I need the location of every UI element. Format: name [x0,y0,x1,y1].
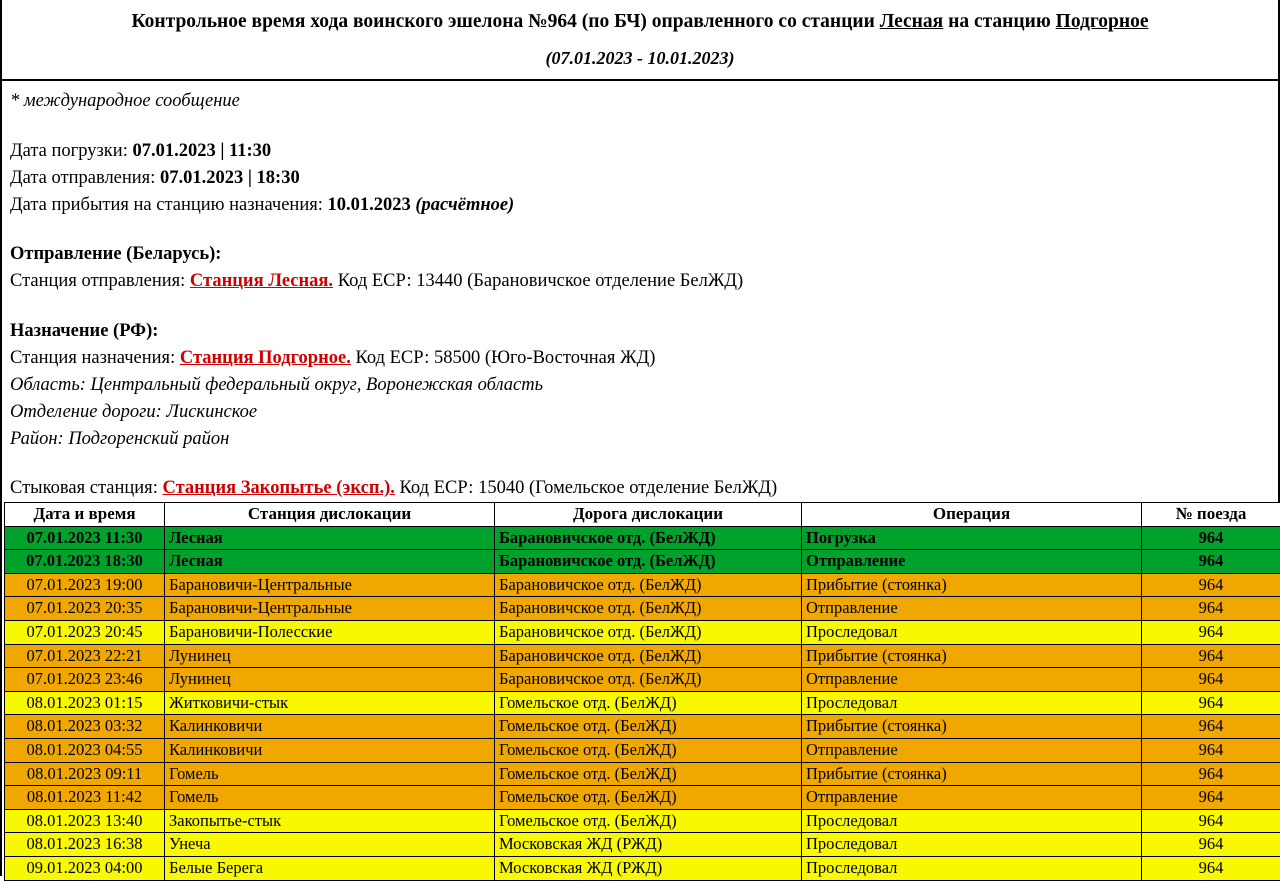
loading-date-value: 07.01.2023 | 11:30 [132,141,271,161]
cell-operation: Прибытие (стоянка) [802,644,1142,668]
table-row [5,856,1280,880]
page-title [42,10,1238,34]
departure-station-label: Станция отправления: [10,271,185,291]
cell-train: 964 [1142,550,1280,574]
cell-station: Барановичи-Центральные [165,597,495,621]
departure-date-value: 07.01.2023 | 18:30 [160,168,300,188]
cell-station: Барановичи-Центральные [165,573,495,597]
cell-station: Лунинец [165,668,495,692]
cell-datetime: 08.01.2023 11:42 [5,786,165,810]
cell-train: 964 [1142,715,1280,739]
cell-train: 964 [1142,786,1280,810]
departure-station-code: Код ЕСР: 13440 (Барановичское отделение БелЖД) [338,271,744,291]
cell-station: Калинковичи [165,715,495,739]
document-header [2,0,1278,69]
cell-datetime: 07.01.2023 20:45 [5,620,165,644]
schedule-table-wrapper [4,502,1276,881]
cell-datetime: 08.01.2023 09:11 [5,762,165,786]
destination-district-line [10,426,1278,453]
destination-region-line [10,372,1278,399]
cell-road: Барановичское отд. (БелЖД) [495,550,802,574]
cell-train: 964 [1142,526,1280,550]
departure-date-label: Дата отправления: [10,168,155,188]
title-station-to: Подгорное [1056,11,1149,32]
cell-road: Барановичское отд. (БелЖД) [495,668,802,692]
table-row [5,644,1280,668]
cell-station: Закопытье-стык [165,809,495,833]
cell-operation: Проследовал [802,833,1142,857]
cell-road: Гомельское отд. (БелЖД) [495,715,802,739]
table-row [5,809,1280,833]
cell-datetime: 07.01.2023 18:30 [5,550,165,574]
cell-station: Барановичи-Полесские [165,620,495,644]
cell-station: Лесная [165,550,495,574]
cell-road: Гомельское отд. (БелЖД) [495,691,802,715]
table-row [5,715,1280,739]
destination-district-value: Подгоренский район [68,429,229,449]
cell-datetime: 08.01.2023 03:32 [5,715,165,739]
cell-train: 964 [1142,809,1280,833]
cell-train: 964 [1142,833,1280,857]
destination-section-heading: Назначение (РФ): [10,318,1278,345]
cell-operation: Проследовал [802,620,1142,644]
junction-station-code: Код ЕСР: 15040 (Гомельское отделение БелЖД) [400,478,778,498]
cell-train: 964 [1142,620,1280,644]
table-row [5,620,1280,644]
cell-station: Житковичи-стык [165,691,495,715]
cell-road: Барановичское отд. (БелЖД) [495,644,802,668]
cell-train: 964 [1142,691,1280,715]
cell-train: 964 [1142,856,1280,880]
cell-train: 964 [1142,644,1280,668]
cell-road: Барановичское отд. (БелЖД) [495,526,802,550]
cell-operation: Отправление [802,550,1142,574]
cell-operation: Проследовал [802,691,1142,715]
loading-date-label: Дата погрузки: [10,141,128,161]
cell-station: Лунинец [165,644,495,668]
table-row [5,786,1280,810]
cell-operation: Прибытие (стоянка) [802,715,1142,739]
junction-station-label: Стыковая станция: [10,478,158,498]
junction-station-line [10,475,1278,502]
departure-section-heading: Отправление (Беларусь): [10,241,1278,268]
cell-road: Гомельское отд. (БелЖД) [495,762,802,786]
cell-station: Белые Берега [165,856,495,880]
departure-station-name: Станция Лесная. [190,271,333,291]
column-header-datetime: Дата и время [5,503,165,527]
arrival-date-value: 10.01.2023 [328,195,411,215]
table-row [5,691,1280,715]
cell-datetime: 07.01.2023 22:21 [5,644,165,668]
departure-date-line [10,165,1278,192]
cell-road: Гомельское отд. (БелЖД) [495,809,802,833]
title-date-range: (07.01.2023 - 10.01.2023) [42,48,1238,69]
cell-operation: Отправление [802,597,1142,621]
cell-operation: Отправление [802,786,1142,810]
title-prefix: Контрольное время хода воинского эшелона №964 (по БЧ) оправленного со станции [131,11,874,32]
destination-division-label: Отделение дороги: [10,402,162,422]
cell-operation: Отправление [802,738,1142,762]
table-row [5,597,1280,621]
title-mid: на станцию [948,11,1051,32]
column-header-operation: Операция [802,503,1142,527]
cell-station: Гомель [165,786,495,810]
cell-datetime: 07.01.2023 20:35 [5,597,165,621]
table-row [5,668,1280,692]
cell-datetime: 07.01.2023 11:30 [5,526,165,550]
cell-station: Унеча [165,833,495,857]
destination-region-label: Область: [10,375,86,395]
cell-datetime: 07.01.2023 23:46 [5,668,165,692]
destination-division-line [10,399,1278,426]
table-row [5,550,1280,574]
cell-datetime: 09.01.2023 04:00 [5,856,165,880]
cell-operation: Проследовал [802,856,1142,880]
cell-operation: Проследовал [802,809,1142,833]
cell-datetime: 08.01.2023 16:38 [5,833,165,857]
destination-station-code: Код ЕСР: 58500 (Юго-Восточная ЖД) [355,348,655,368]
cell-road: Московская ЖД (РЖД) [495,833,802,857]
cell-train: 964 [1142,738,1280,762]
arrival-date-line [10,192,1278,219]
cell-datetime: 07.01.2023 19:00 [5,573,165,597]
cell-train: 964 [1142,668,1280,692]
table-row [5,762,1280,786]
cell-road: Гомельское отд. (БелЖД) [495,786,802,810]
table-row [5,833,1280,857]
destination-district-label: Район: [10,429,64,449]
column-header-station: Станция дислокации [165,503,495,527]
loading-date-line [10,138,1278,165]
junction-station-name: Станция Закопытье (эксп.). [162,478,394,498]
destination-division-value: Лискинское [166,402,257,422]
cell-station: Гомель [165,762,495,786]
destination-station-line [10,345,1278,372]
cell-road: Гомельское отд. (БелЖД) [495,738,802,762]
cell-station: Лесная [165,526,495,550]
schedule-table [4,502,1280,881]
table-row [5,738,1280,762]
cell-road: Московская ЖД (РЖД) [495,856,802,880]
destination-station-name: Станция Подгорное. [180,348,351,368]
cell-train: 964 [1142,573,1280,597]
cell-operation: Прибытие (стоянка) [802,762,1142,786]
cell-datetime: 08.01.2023 04:55 [5,738,165,762]
destination-station-label: Станция назначения: [10,348,175,368]
cell-operation: Прибытие (стоянка) [802,573,1142,597]
column-header-train: № поезда [1142,503,1280,527]
cell-datetime: 08.01.2023 01:15 [5,691,165,715]
cell-datetime: 08.01.2023 13:40 [5,809,165,833]
title-station-from: Лесная [880,11,943,32]
cell-train: 964 [1142,597,1280,621]
arrival-date-note: (расчётное) [415,195,514,215]
cell-road: Барановичское отд. (БелЖД) [495,573,802,597]
cell-road: Барановичское отд. (БелЖД) [495,620,802,644]
cell-train: 964 [1142,762,1280,786]
cell-operation: Отправление [802,668,1142,692]
destination-region-value: Центральный федеральный округ, Воронежская область [91,375,544,395]
schedule-table-body [5,526,1280,880]
international-note: * международное сообщение [10,88,1278,115]
document-body [2,81,1278,502]
table-row [5,526,1280,550]
table-row [5,573,1280,597]
departure-station-line [10,268,1278,295]
cell-operation: Погрузка [802,526,1142,550]
cell-road: Барановичское отд. (БелЖД) [495,597,802,621]
column-header-road: Дорога дислокации [495,503,802,527]
arrival-date-label: Дата прибытия на станцию назначения: [10,195,323,215]
table-header-row [5,503,1280,527]
cell-station: Калинковичи [165,738,495,762]
